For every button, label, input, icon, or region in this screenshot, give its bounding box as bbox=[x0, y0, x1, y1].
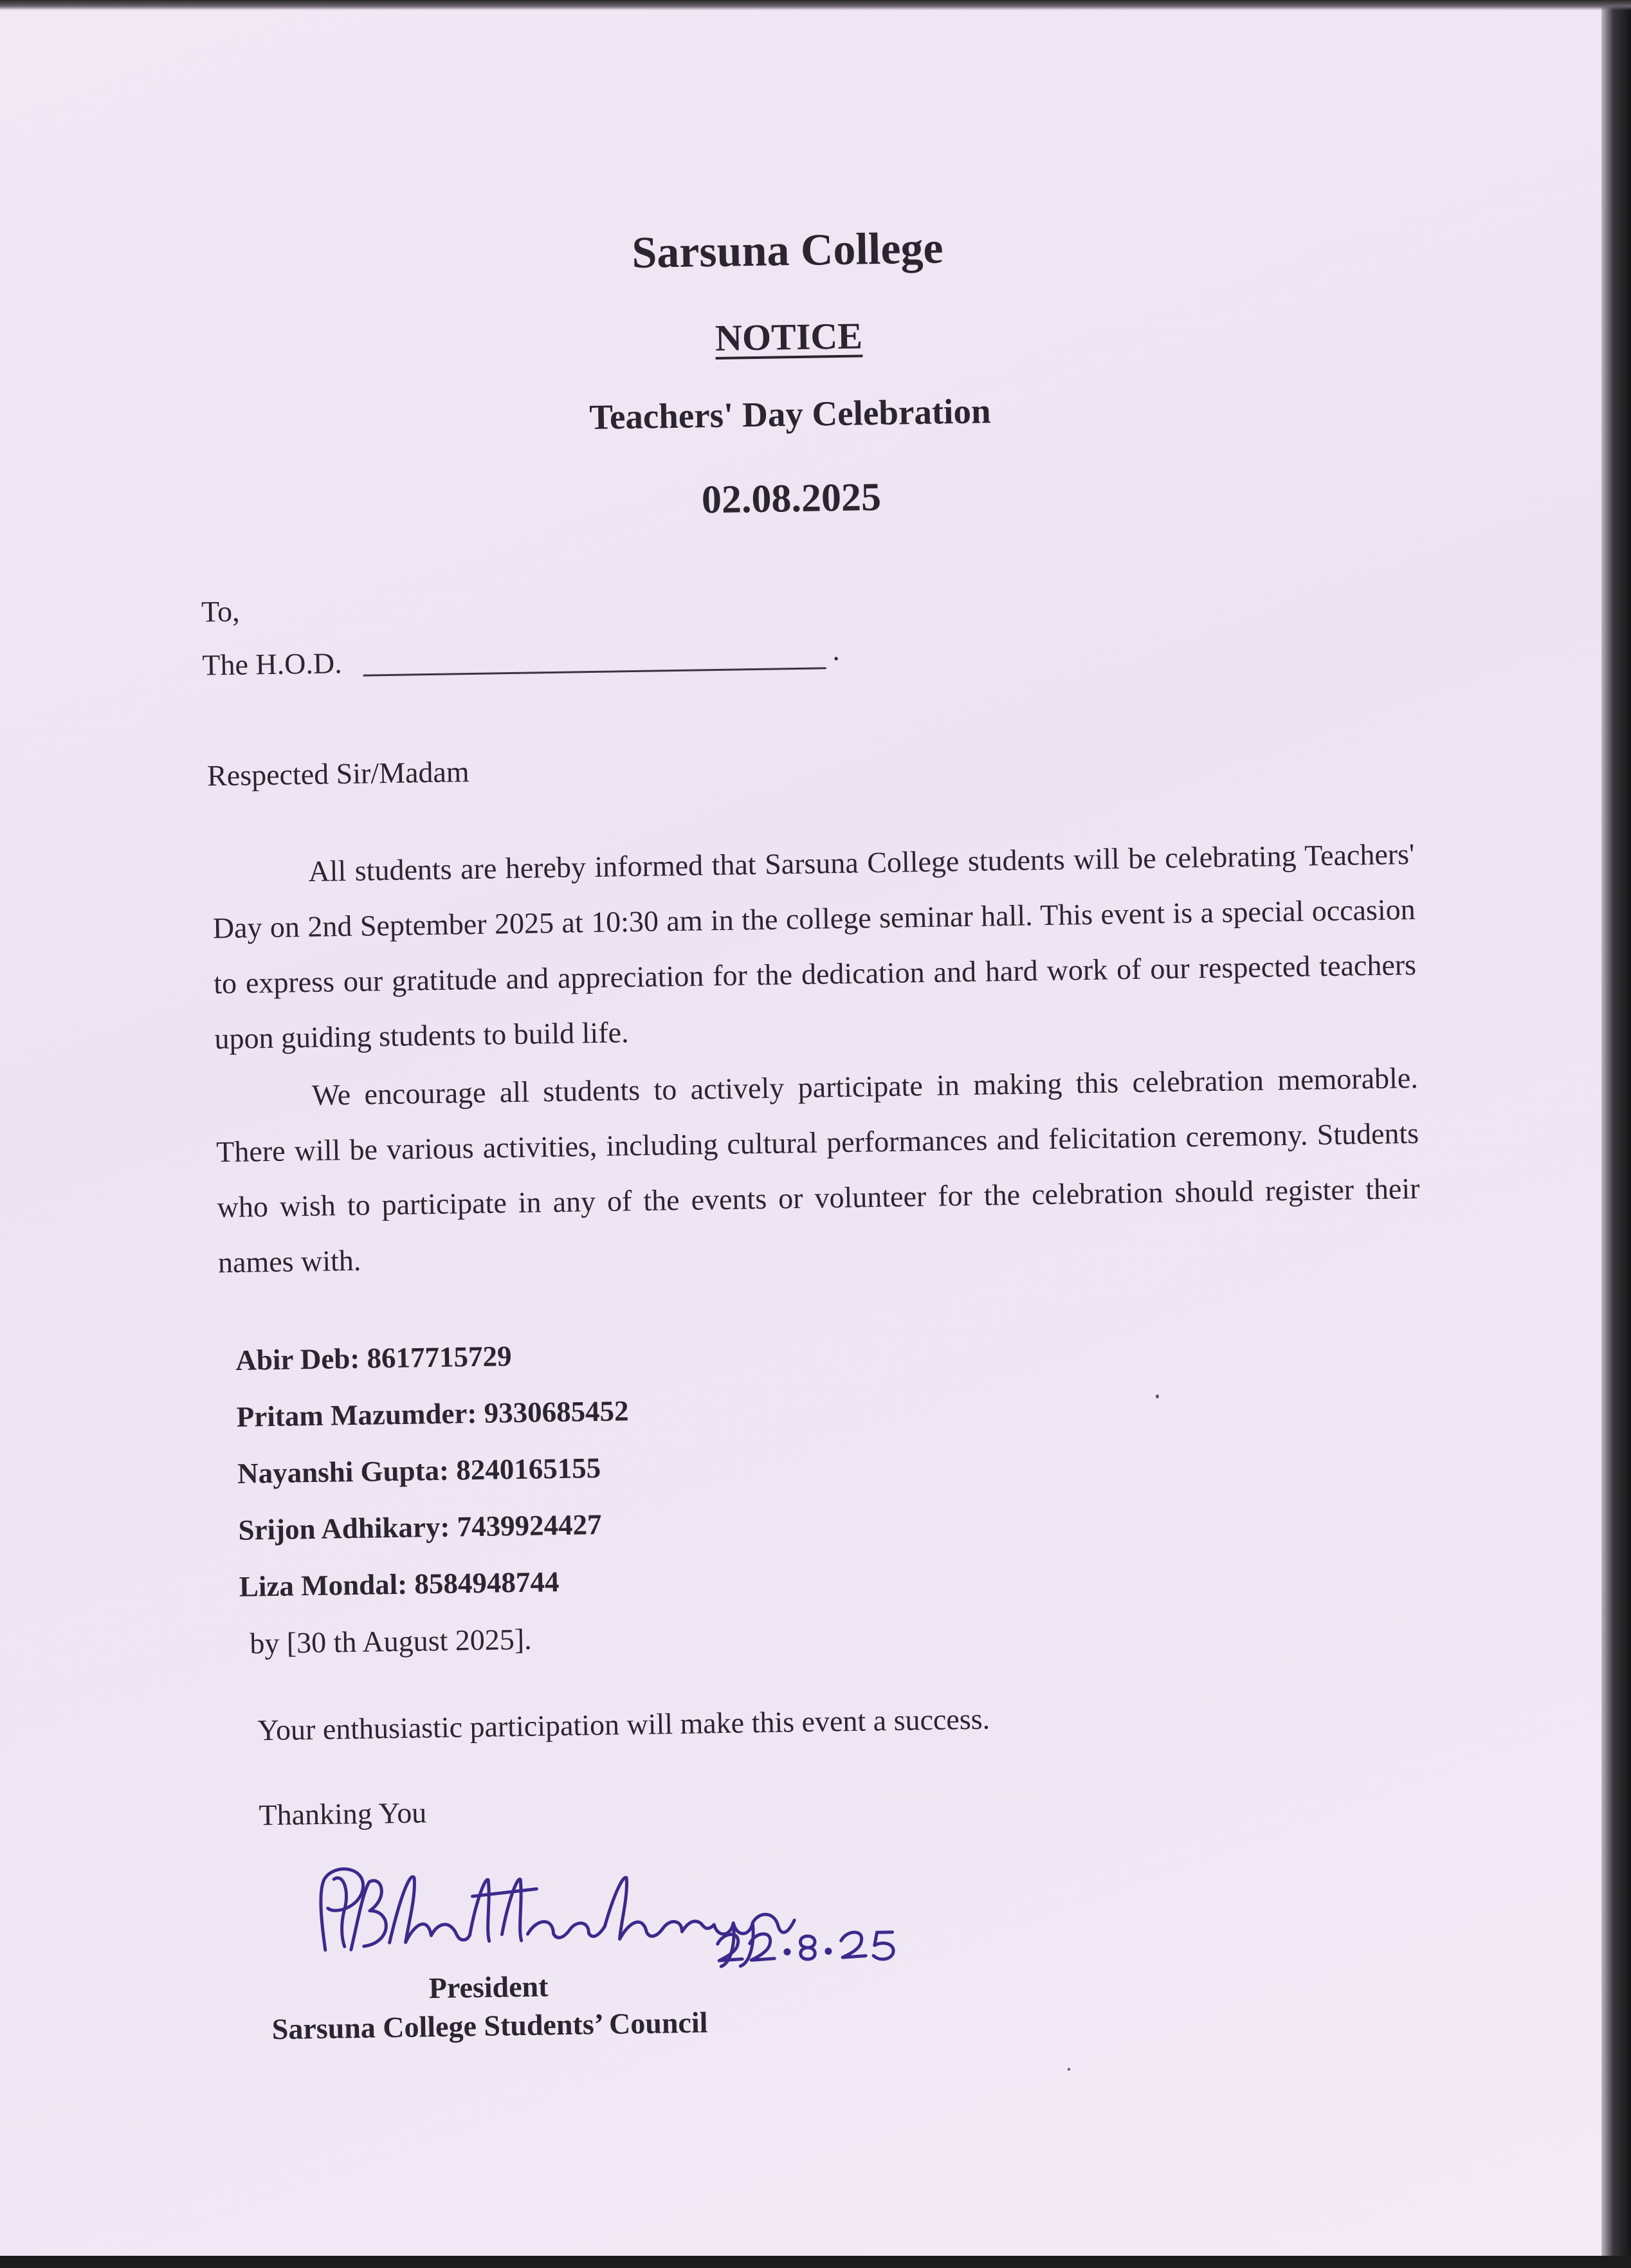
signatory-title: President bbox=[428, 1970, 549, 2005]
notice-label: NOTICE bbox=[715, 315, 863, 359]
contact-entry: Srijon Adhikary: 7439924427 bbox=[238, 1508, 602, 1546]
thanks-line: Thanking You bbox=[259, 1796, 427, 1832]
contact-entry: Pritam Mazumder: 9330685452 bbox=[236, 1395, 629, 1433]
closing-line: Your enthusiastic participation will make this event a success. bbox=[257, 1702, 990, 1747]
contact-entry: Liza Mondal: 8584948744 bbox=[239, 1565, 560, 1603]
address-to: To, bbox=[201, 594, 240, 628]
college-name: Sarsuna College bbox=[631, 223, 944, 278]
body-paragraph-2: We encourage all students to actively participate in making this celebration memorable. There will be various activities, including cultural performances and felicitation ceremony. Students who wish to participate in any of the events or volunteer for the celebration should register their names with. bbox=[215, 1061, 1420, 1279]
recipient-blank-end: . bbox=[832, 633, 841, 667]
salutation: Respected Sir/Madam bbox=[206, 755, 469, 792]
paper-speck bbox=[1068, 2068, 1070, 2071]
registration-deadline: by [30 th August 2025]. bbox=[249, 1622, 532, 1660]
recipient-blank-line bbox=[363, 667, 826, 676]
scan-edge-right bbox=[1601, 0, 1631, 2256]
paper-speck bbox=[1156, 1395, 1159, 1398]
contact-entry: Nayanshi Gupta: 8240165155 bbox=[237, 1451, 601, 1490]
handwritten-signature bbox=[304, 1844, 949, 1977]
body-paragraph-1: All students are hereby informed that Sarsuna College students will be celebrating Teachers' Day on 2nd September 2025 at 10:30 am in the college seminar hall. This event is a special occasion to express our gratitude and appreciation for the dedication and hard work of our respected teachers upon guiding students to build life. bbox=[212, 837, 1417, 1056]
notice-date: 02.08.2025 bbox=[701, 475, 882, 522]
signatory-organization: Sarsuna College Students’ Council bbox=[271, 2006, 708, 2046]
address-recipient: The H.O.D. bbox=[202, 646, 342, 682]
contact-entry: Abir Deb: 8617715729 bbox=[235, 1340, 512, 1376]
event-title: Teachers' Day Celebration bbox=[588, 391, 991, 437]
notice-heading bbox=[0, 303, 1590, 371]
scan-edge-top bbox=[0, 0, 1631, 10]
